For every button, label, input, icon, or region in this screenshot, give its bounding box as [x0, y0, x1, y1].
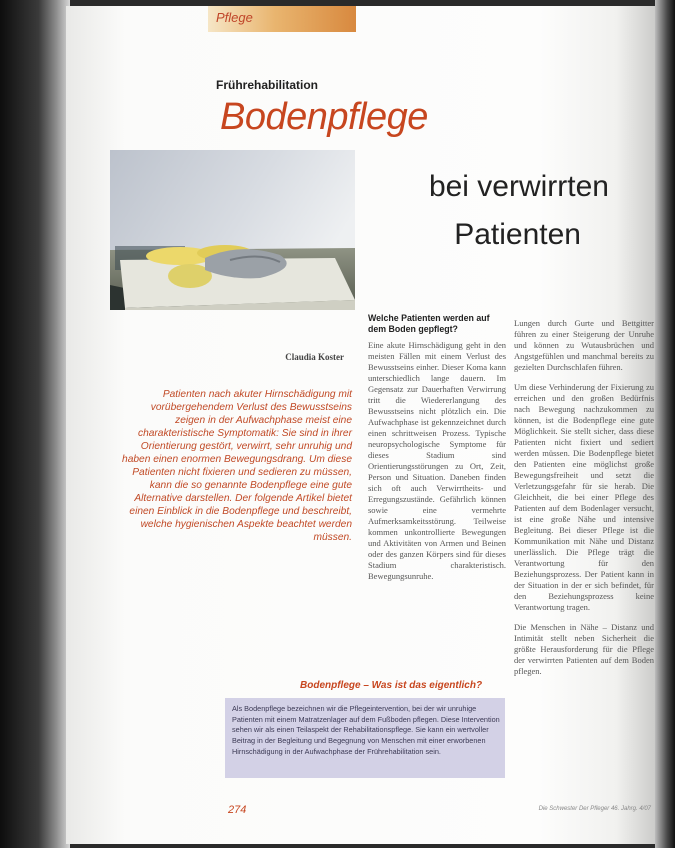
infobox-title: Bodenpflege – Was ist das eigentlich? — [300, 680, 483, 691]
article-subtitle-line2: Patienten — [454, 218, 581, 251]
article-title: Bodenpflege — [220, 96, 428, 138]
section-heading: Welche Patienten werden auf dem Boden gepflegt? — [368, 313, 490, 334]
infobox-text: Als Bodenpflege bezeichnen wir die Pflegeintervention, bei der wir unruhige Patienten mit einem Matratzenlager auf dem Fußboden pflegen. Diese Intervention sehen wir als einen Teilaspekt der Rehabilitationspflege. Sie kann ein wertvoller Beitrag in der Begleitung und Begegnung von Menschen mit einer erworbenen Hirnschädigung in der Aufwachphase der Frührehabilitation sein. — [232, 704, 500, 756]
page-footer: Die Schwester Der Pfleger 46. Jahrg. 4/07 — [538, 806, 651, 812]
article-kicker: Frührehabilitation — [216, 78, 318, 92]
body-column-2 — [514, 318, 654, 686]
section-label: Pflege — [216, 10, 253, 25]
body-paragraph: Eine akute Hirnschädigung geht in den meisten Fällen mit einem Verlust des Bewusstseins einher. Dieser Koma kann unterschiedlich lange dauern. Im Gegensatz zur Dauerhaften Verwirrung tritt die Wiedererlangung des Bewusstseins nicht plötzlich ein. Die Aufwachphase ist gekennzeichnet durch einen schrittweisen Prozess. Typische neuropsychologische Symptome für dieses Stadium sind Orientierungsstörungen zu Ort, Zeit, Person und Situation. Daneben finden sich oft auch Verwirrtheits- und Erregungszustände. Gefährlich können sowie eine vermehrte Aufmerksamkeitsstörung. Teilweise kommen unkontrollierte Bewegungen und Aktivitäten von Armen und Beinen oder des ganzen Körpers sind für dieses Stadium charakteristisch. Bewegungsunruhe. — [368, 340, 506, 581]
body-paragraph: Die Menschen in Nähe – Distanz und Intimität stellt neben Sicherheit die größte Herausforderung für die Pflege der verwirrten Patienten auf dem Boden pflegen. — [514, 622, 654, 676]
body-paragraph: Um diese Verhinderung der Fixierung zu erreichen und den großen Bedürfnis nach Bewegung nachzukommen zu können, ist die Bodenpflege eine gute Möglichkeit. Sie stellt sicher, dass diese Patienten nicht fixiert und sediert werden müssen. Die Bodenpflege bietet den Patienten eine möglichst große Bewegungsfreiheit und setzt die Verletzungsgefahr für sie herab. Die Gleichheit, die bei einer Pflege des Patienten auf dem Bodenlager versucht, ist eine große Nähe und intensive Begleitung. Bei dieser Pflege ist die Kommunikation mit Nähe und Distanz unerlässlich. Die Pflege trägt die Verantwortung für den Beziehungsprozess. Der Patient kann in der Situation in der er sich befindet, für den Beziehungsprozess keine Verantwortung tragen. — [514, 382, 654, 612]
body-column-1 — [368, 340, 506, 591]
book-edge-right — [655, 0, 675, 848]
author-name: Claudia Koster — [285, 352, 344, 362]
body-paragraph: Lungen durch Gurte und Bettgitter führen zu einer Steigerung der Unruhe und können zu Wutausbrüchen und Angstgefühlen und manchmal bereits zu gezielten Durchschlafen führen. — [514, 318, 654, 372]
bed-photo — [110, 150, 355, 310]
book-spine-left — [0, 0, 70, 848]
lead-paragraph: Patienten nach akuter Hirnschädigung mit vorübergehendem Verlust des Bewusstseins zeigen in der Aufwachphase meist eine charakteristische Symptomatik: Sie sind in ihrer Orientierung gestört, verwirrt, sehr unruhig und haben einen enormen Bewegungsdrang. Um diese Patienten nicht fixieren und sedieren zu müssen, kann die so genannte Bodenpflege eine gute Alternative darstellen. Der folgende Artikel bietet einen Einblick in die Bodenpflege und beschreibt, welche hygienischen Aspekte beachtet werden müssen. — [122, 389, 352, 543]
article-subtitle-line1: bei verwirrten — [428, 170, 609, 203]
page-number: 274 — [228, 804, 247, 816]
